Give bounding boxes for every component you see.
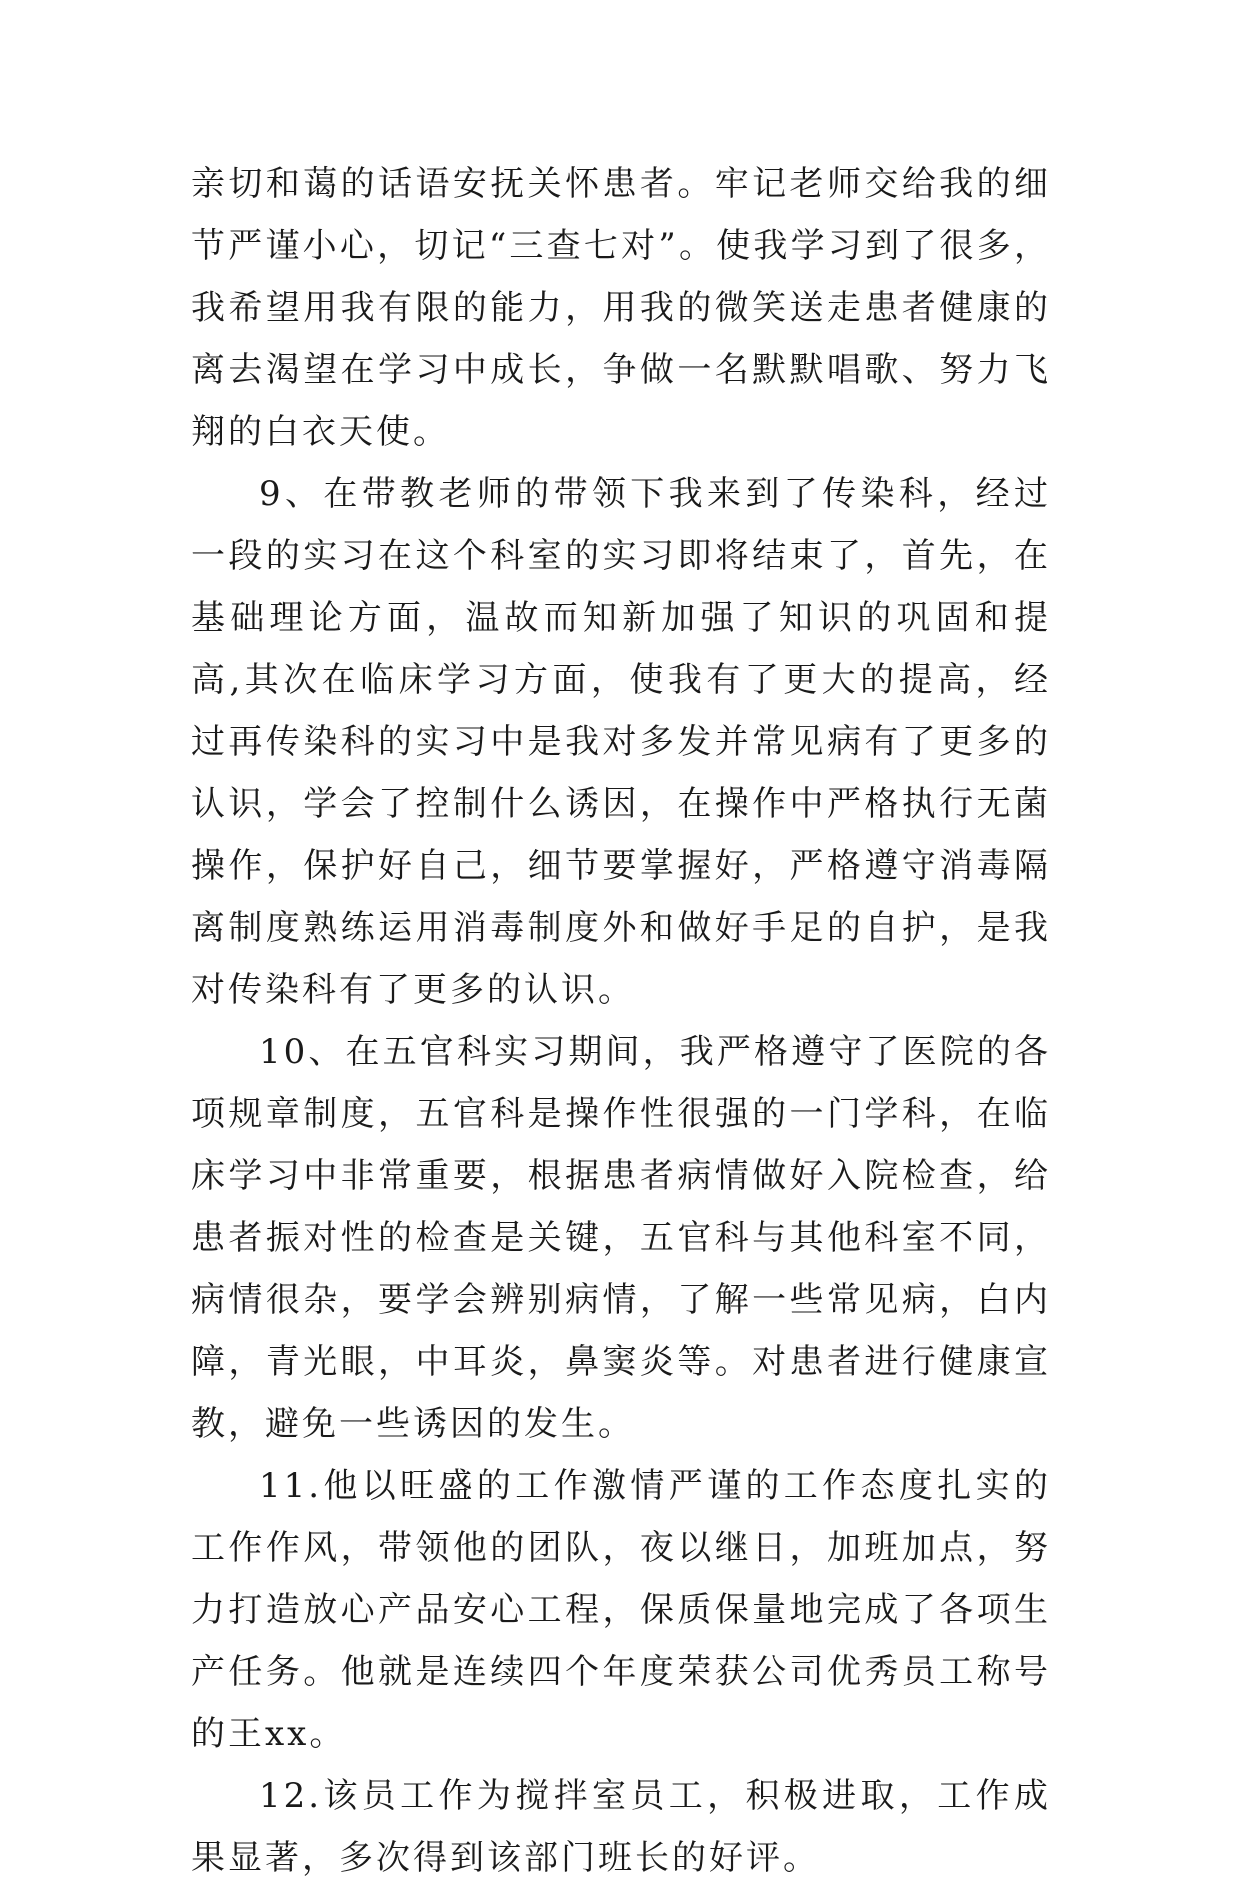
paragraph-item-11: 11.他以旺盛的工作激情严谨的工作态度扎实的工作作风，带领他的团队，夜以继日，加班加点，努力打造放心产品安心工程，保质保量地完成了各项生产任务。他就是连续四个年度荣获公司优秀员工称号的王xx。 xyxy=(191,1466,1051,1754)
paragraph-item-10: 10、在五官科实习期间，我严格遵守了医院的各项规章制度，五官科是操作性很强的一门学科，在临床学习中非常重要，根据患者病情做好入院检查，给患者振对性的检查是关键，五官科与其他科室不同，病情很杂，要学会辨别病情，了解一些常见病，白内障，青光眼，中耳炎，鼻窦炎等。对患者进行健康宣教，避免一些诱因的发生。 xyxy=(191,1032,1051,1444)
paragraph-item-12: 12.该员工作为搅拌室员工，积极进取，工作成果显著，多次得到该部门班长的好评。 xyxy=(191,1776,1051,1878)
paragraph-continuation: 亲切和蔼的话语安抚关怀患者。牢记老师交给我的细节严谨小心，切记“三查七对”。使我学习到了很多，我希望用我有限的能力，用我的微笑送走患者健康的离去渴望在学习中成长，争做一名默默唱歌、努力飞翔的白衣天使。 xyxy=(191,164,1051,452)
paragraph-item-9: 9、在带教老师的带领下我来到了传染科，经过一段的实习在这个科室的实习即将结束了，首先，在基础理论方面，温故而知新加强了知识的巩固和提高,其次在临床学习方面，使我有了更大的提高，经过再传染科的实习中是我对多发并常见病有了更多的认识，学会了控制什么诱因，在操作中严格执行无菌操作，保护好自己，细节要掌握好，严格遵守消毒隔离制度熟练运用消毒制度外和做好手足的自护，是我对传染科有了更多的认识。 xyxy=(191,474,1051,1010)
document-body xyxy=(191,153,1051,1889)
